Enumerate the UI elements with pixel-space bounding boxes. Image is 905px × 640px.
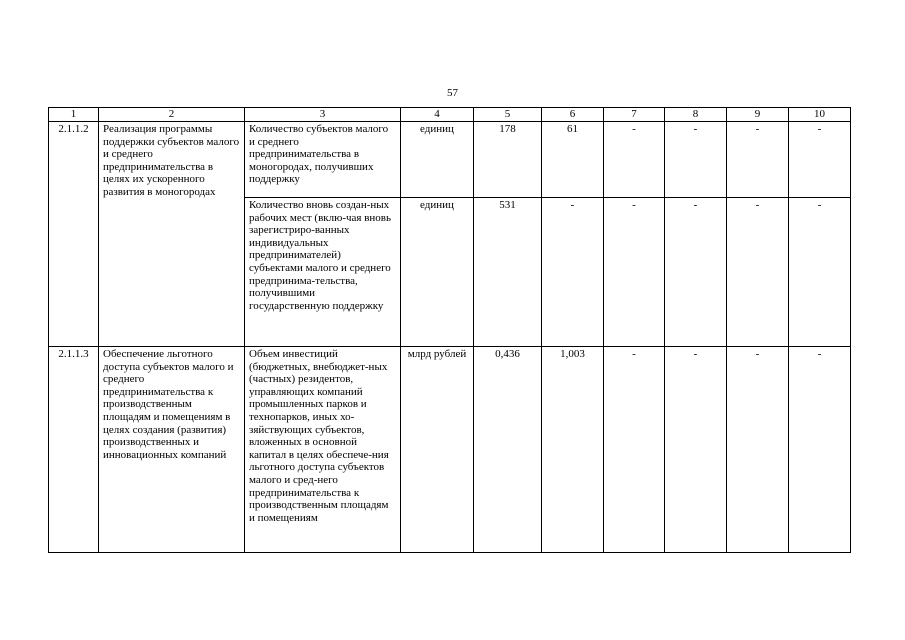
measure-name: Реализация программы поддержки субъектов малого и среднего предпринимательства в целях их ускоренного развития в моногородах [99, 122, 245, 347]
header-cell: 9 [727, 108, 789, 122]
indicators-table [48, 107, 851, 553]
header-cell: 8 [665, 108, 727, 122]
value-cell: 61 [542, 122, 604, 198]
indicator-name: Количество вновь создан-ных рабочих мест (вклю-чая вновь зарегистриро-ванных индивидуальных предпринимателей) субъектами малого и среднего предпринима-тельства, получившими государственную поддержку [245, 198, 401, 347]
unit-cell: млрд рублей [401, 347, 474, 553]
value-cell: - [542, 198, 604, 347]
value-cell: - [727, 347, 789, 553]
indicator-name: Количество субъектов малого и среднего предпринимательства в моногородах, получивших поддержку [245, 122, 401, 198]
value-cell: - [604, 347, 665, 553]
row-code: 2.1.1.3 [49, 347, 99, 553]
table-row [49, 347, 851, 553]
indicator-name: Объем инвестиций (бюджетных, внебюджет-ных (частных) резидентов, управляющих компаний промышленных парков и технопарков, иных хо-зяйствующих субъектов, вложенных в основной капитал в целях обеспече-ния льготного доступа субъектов малого и сред-него предпринимательства к производственным площадям и помещениям [245, 347, 401, 553]
value-cell: - [604, 122, 665, 198]
header-cell: 3 [245, 108, 401, 122]
value-cell: - [665, 347, 727, 553]
header-cell: 6 [542, 108, 604, 122]
value-cell: - [665, 122, 727, 198]
value-cell: - [727, 198, 789, 347]
header-cell: 7 [604, 108, 665, 122]
value-cell: - [665, 198, 727, 347]
value-cell: 178 [474, 122, 542, 198]
header-cell: 10 [789, 108, 851, 122]
header-row [49, 108, 851, 122]
value-cell: - [604, 198, 665, 347]
header-cell: 1 [49, 108, 99, 122]
header-cell: 2 [99, 108, 245, 122]
value-cell: - [789, 122, 851, 198]
measure-name: Обеспечение льготного доступа субъектов малого и среднего предпринимательства к производственным площадям и помещениям в целях создания (развития) производственных и инновационных компаний [99, 347, 245, 553]
header-cell: 5 [474, 108, 542, 122]
unit-cell: единиц [401, 198, 474, 347]
value-cell: 0,436 [474, 347, 542, 553]
page-number: 57 [447, 87, 458, 99]
header-cell: 4 [401, 108, 474, 122]
row-code: 2.1.1.2 [49, 122, 99, 347]
value-cell: - [789, 347, 851, 553]
unit-cell: единиц [401, 122, 474, 198]
table-row [49, 122, 851, 198]
value-cell: 1,003 [542, 347, 604, 553]
value-cell: - [789, 198, 851, 347]
value-cell: 531 [474, 198, 542, 347]
value-cell: - [727, 122, 789, 198]
